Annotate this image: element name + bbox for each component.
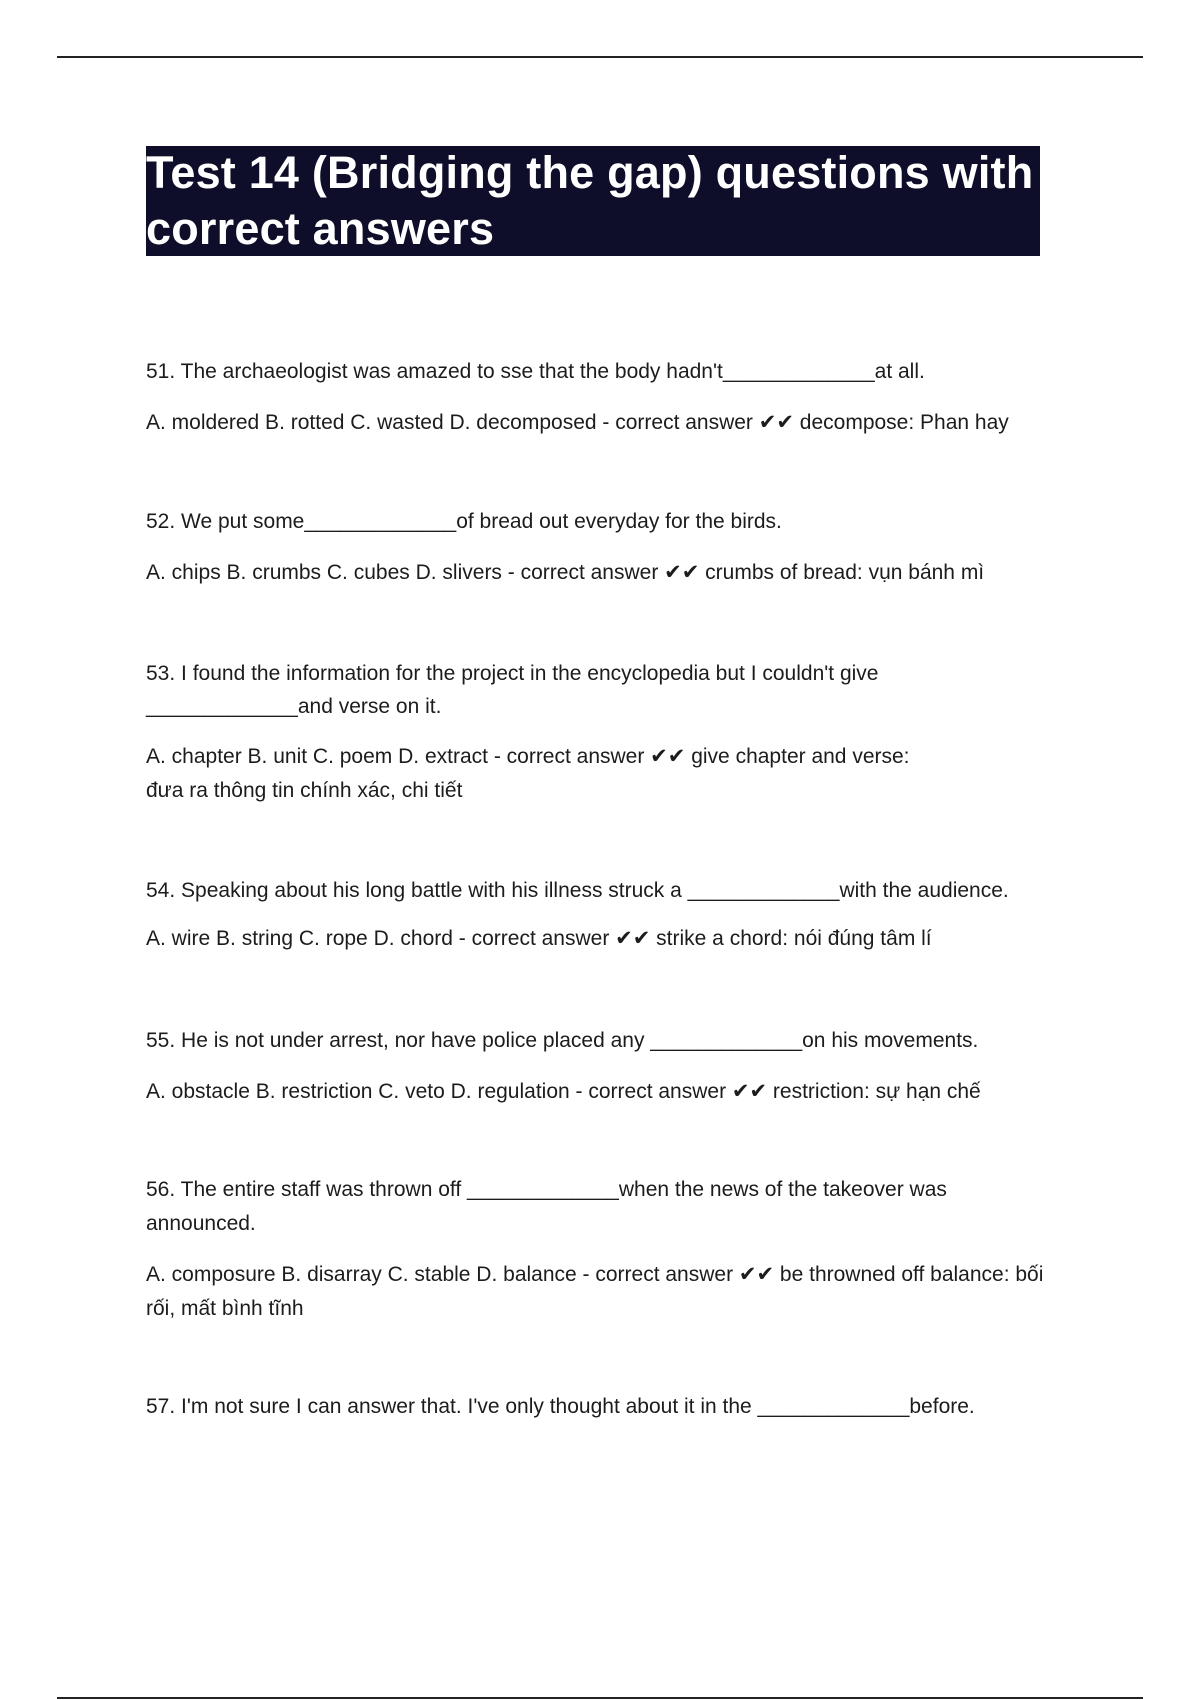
answer-text: A. composure B. disarray C. stable D. balance - correct answer ✔✔ be throwned off balance: bối rối, mất bình tĩnh [146,1263,1044,1320]
question-text: 54. Speaking about his long battle with his illness struck a _____________with the audience. [146,879,1009,902]
question-block-51 [146,355,1046,440]
header-rule [57,56,1143,58]
question-text: 53. I found the information for the project in the encyclopedia but I couldn't give _____________and verse on it. [146,662,879,718]
question-block-53 [146,657,946,808]
page-title: Test 14 (Bridging the gap) questions with correct answers [146,147,1034,254]
question-block-55 [146,1024,1086,1109]
question-block-52 [146,505,1046,590]
question-text: 55. He is not under arrest, nor have police placed any _____________on his movements. [146,1029,979,1052]
question-block-56 [146,1173,1051,1326]
question-block-57 [146,1390,1086,1441]
footer-rule [57,1697,1143,1699]
question-text: 56. The entire staff was thrown off _____________when the news of the takeover was announced. [146,1178,947,1235]
question-text: 57. I'm not sure I can answer that. I've only thought about it in the _____________before. [146,1395,975,1418]
question-block-54 [146,874,1086,956]
question-text: 51. The archaeologist was amazed to sse that the body hadn't_____________at all. [146,360,925,383]
answer-text: A. wire B. string C. rope D. chord - correct answer ✔✔ strike a chord: nói đúng tâm lí [146,927,932,950]
answer-text: A. chapter B. unit C. poem D. extract - correct answer ✔✔ give chapter and verse: đưa ra thông tin chính xác, chi tiết [146,745,910,802]
answer-text: A. moldered B. rotted C. wasted D. decomposed - correct answer ✔✔ decompose: Phan hay [146,411,1009,434]
answer-text: A. obstacle B. restriction C. veto D. regulation - correct answer ✔✔ restriction: sự hạn chế [146,1080,981,1103]
answer-text: A. chips B. crumbs C. cubes D. slivers - correct answer ✔✔ crumbs of bread: vụn bánh mì [146,561,985,584]
title-banner [146,146,1040,256]
question-text: 52. We put some_____________of bread out everyday for the birds. [146,510,782,533]
